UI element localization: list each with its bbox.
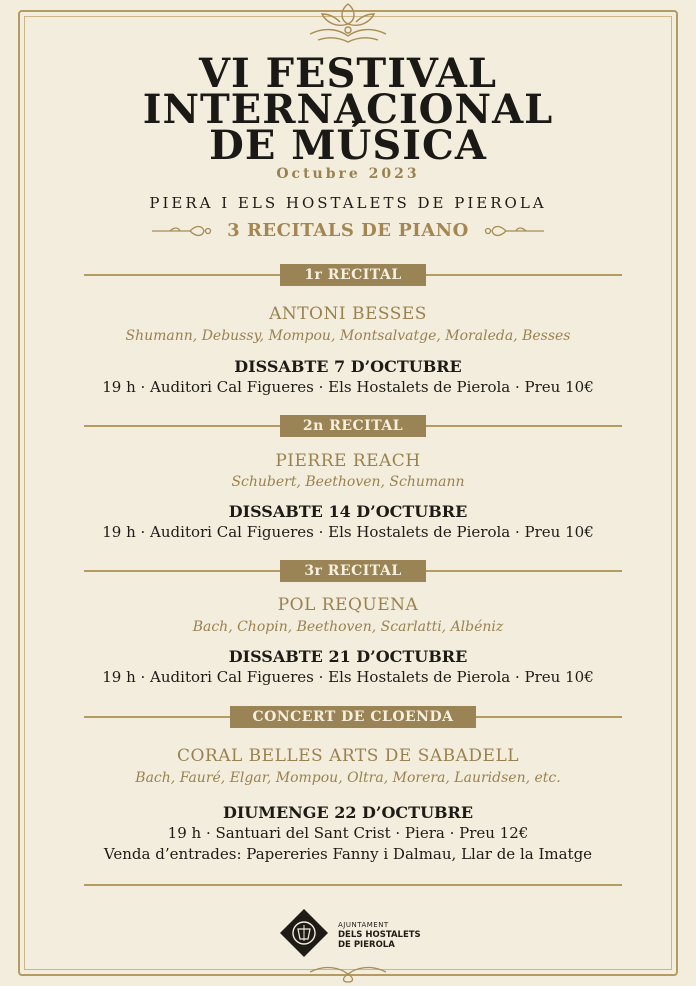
section-bar-1 — [84, 264, 622, 286]
event-date-2: DISSABTE 14 D’OCTUBRE — [228, 502, 468, 521]
composers-2: Schubert, Beethoven, Schumann — [231, 474, 465, 490]
bottom-ornament-icon — [300, 948, 396, 984]
event-tickets: Venda d’entrades: Papereries Fanny i Dalmau, Llar de la Imatge — [103, 845, 593, 863]
artist-name-3: POL REQUENA — [277, 595, 419, 615]
event-info-1: 19 h · Auditori Cal Figueres · Els Hostalets de Pierola · Preu 10€ — [102, 378, 594, 396]
event-info-2: 19 h · Auditori Cal Figueres · Els Hostalets de Pierola · Preu 10€ — [102, 523, 594, 541]
event-date-1: DISSABTE 7 D’OCTUBRE — [234, 357, 462, 376]
bottom-divider — [84, 884, 622, 886]
title-line-2: INTERNACIONAL — [142, 86, 554, 133]
event-info-3: 19 h · Auditori Cal Figueres · Els Hostalets de Pierola · Preu 10€ — [102, 668, 594, 686]
event-info-4: 19 h · Santuari del Sant Crist · Piera · Preu 12€ — [167, 824, 529, 842]
composers-1: Shumann, Debussy, Mompou, Montsalvatge, Moraleda, Besses — [125, 328, 571, 344]
top-ornament-icon — [300, 0, 396, 50]
section-bar-3 — [84, 560, 622, 582]
event-date-3: DISSABTE 21 D’OCTUBRE — [228, 647, 468, 666]
artist-name-2: PIERRE REACH — [275, 451, 421, 471]
artist-name-4: CORAL BELLES ARTS DE SABADELL — [176, 746, 520, 766]
festival-location: PIERA I ELS HOSTALETS DE PIEROLA — [149, 194, 547, 212]
composers-3: Bach, Chopin, Beethoven, Scarlatti, Albéniz — [192, 619, 504, 635]
title-line-3: DE MÚSICA — [209, 122, 487, 169]
logo-text — [338, 921, 421, 950]
event-date-4: DIUMENGE 22 D’OCTUBRE — [222, 803, 474, 822]
section-label-4: CONCERT DE CLOENDA — [230, 706, 476, 728]
logo-line-1: AJUNTAMENT — [338, 921, 389, 929]
recitals-title: 3 RECITALS DE PIANO — [227, 220, 469, 241]
right-flourish-icon — [482, 224, 546, 238]
subtitle-date: Octubre 2023 — [276, 166, 420, 182]
logo-line-2: DELS HOSTALETS — [338, 930, 421, 940]
logo-line-3: DE PIEROLA — [338, 940, 395, 950]
section-bar-4 — [84, 706, 622, 728]
artist-name-1: ANTONI BESSES — [269, 304, 427, 324]
section-bar-2 — [84, 415, 622, 437]
recitals-heading — [0, 220, 696, 246]
section-label-1: 1r RECITAL — [280, 264, 426, 286]
section-label-3: 3r RECITAL — [280, 560, 426, 582]
left-flourish-icon — [150, 224, 214, 238]
composers-4: Bach, Fauré, Elgar, Mompou, Oltra, Morera, Lauridsen, etc. — [135, 770, 561, 786]
title-line-1: VI FESTIVAL — [198, 50, 497, 97]
section-label-2: 2n RECITAL — [280, 415, 426, 437]
